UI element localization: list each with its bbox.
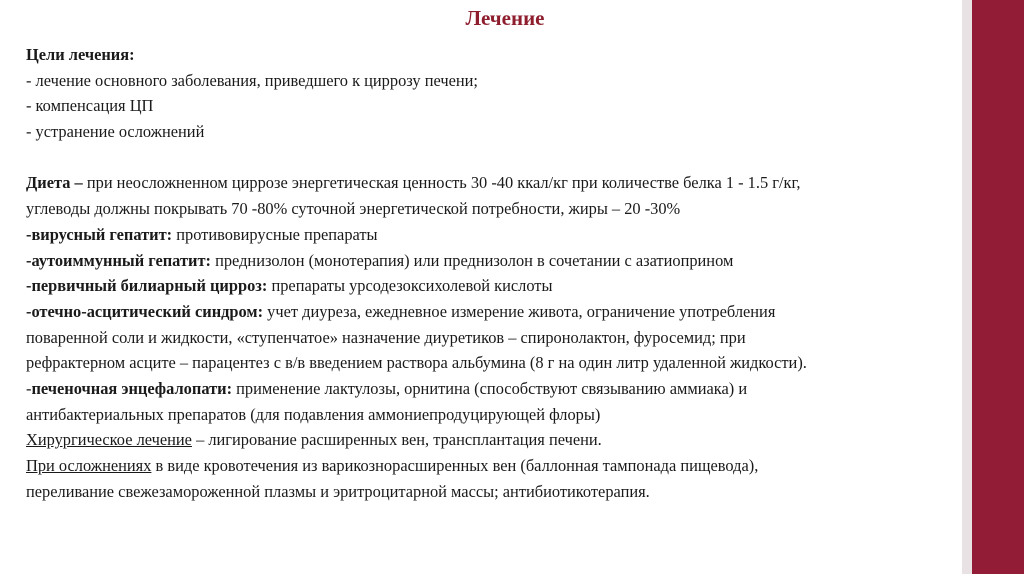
- surgery-label: Хирургическое лечение: [26, 430, 192, 450]
- viral-label: -вирусный гепатит:: [26, 224, 173, 244]
- encephalopathy-line: антибактериальных препаратов (для подавления аммониепродуцирующей флоры): [26, 404, 601, 424]
- ascites-label: -отечно-асцитический синдром:: [26, 301, 264, 321]
- viral-hepatitis-line: -вирусный гепатит: противовирусные препараты: [26, 224, 378, 244]
- diet-line: Диета – при неосложненном циррозе энергетическая ценность 30 -40 ккал/кг при количестве белка 1 - 1.5 г/кг,: [26, 173, 801, 193]
- complications-line: При осложнениях в виде кровотечения из варикознорасширенных вен (баллонная тампонада пищевода),: [26, 456, 759, 475]
- goal-item: - компенсация ЦП: [26, 96, 154, 116]
- spacer: [26, 145, 966, 171]
- autoimmune-hepatitis-line: -аутоиммунный гепатит: преднизолон (монотерапия) или преднизолон в сочетании с азатиоприном: [26, 250, 734, 270]
- surgery-line: Хирургическое лечение – лигирование расширенных вен, трансплантация печени.: [26, 430, 602, 450]
- ascites-line: рефрактерном асците – парацентез с в/в введением раствора альбумина (8 г на один литр удаленной жидкости).: [26, 353, 807, 373]
- goals-heading: Цели лечения:: [26, 45, 135, 64]
- diet-label: Диета –: [26, 173, 83, 193]
- pbc-line: -первичный билиарный цирроз: препараты урсодезоксихолевой кислоты: [26, 276, 553, 296]
- encephalopathy-line: -печеночная энцефалопати: применение лактулозы, орнитина (способствуют связыванию аммиака) и: [26, 378, 748, 398]
- page-title: Лечение: [465, 6, 545, 30]
- slide-content: [26, 42, 966, 504]
- complications-label: При осложнениях: [26, 456, 152, 475]
- ascites-line: -отечно-асцитический синдром: учет диуреза, ежедневное измерение живота, ограничение употребления: [26, 301, 776, 321]
- complications-line: переливание свежезамороженной плазмы и эритроцитарной массы; антибиотикотерапия.: [26, 481, 650, 501]
- goal-item: - лечение основного заболевания, приведшего к циррозу печени;: [26, 70, 478, 90]
- diet-line: углеводы должны покрывать 70 -80% суточной энергетической потребности, жиры – 20 -30%: [26, 199, 681, 219]
- ascites-line: поваренной соли и жидкости, «ступенчатое» назначение диуретиков – спиронолактон, фуросемид; при: [26, 327, 746, 347]
- side-accent-bar: [972, 0, 1024, 574]
- autoimmune-label: -аутоиммунный гепатит:: [26, 250, 211, 270]
- goal-item: - устранение осложнений: [26, 122, 205, 142]
- encephalopathy-label: печеночная энцефалопати:: [31, 378, 233, 398]
- pbc-label: -первичный билиарный цирроз:: [26, 276, 268, 296]
